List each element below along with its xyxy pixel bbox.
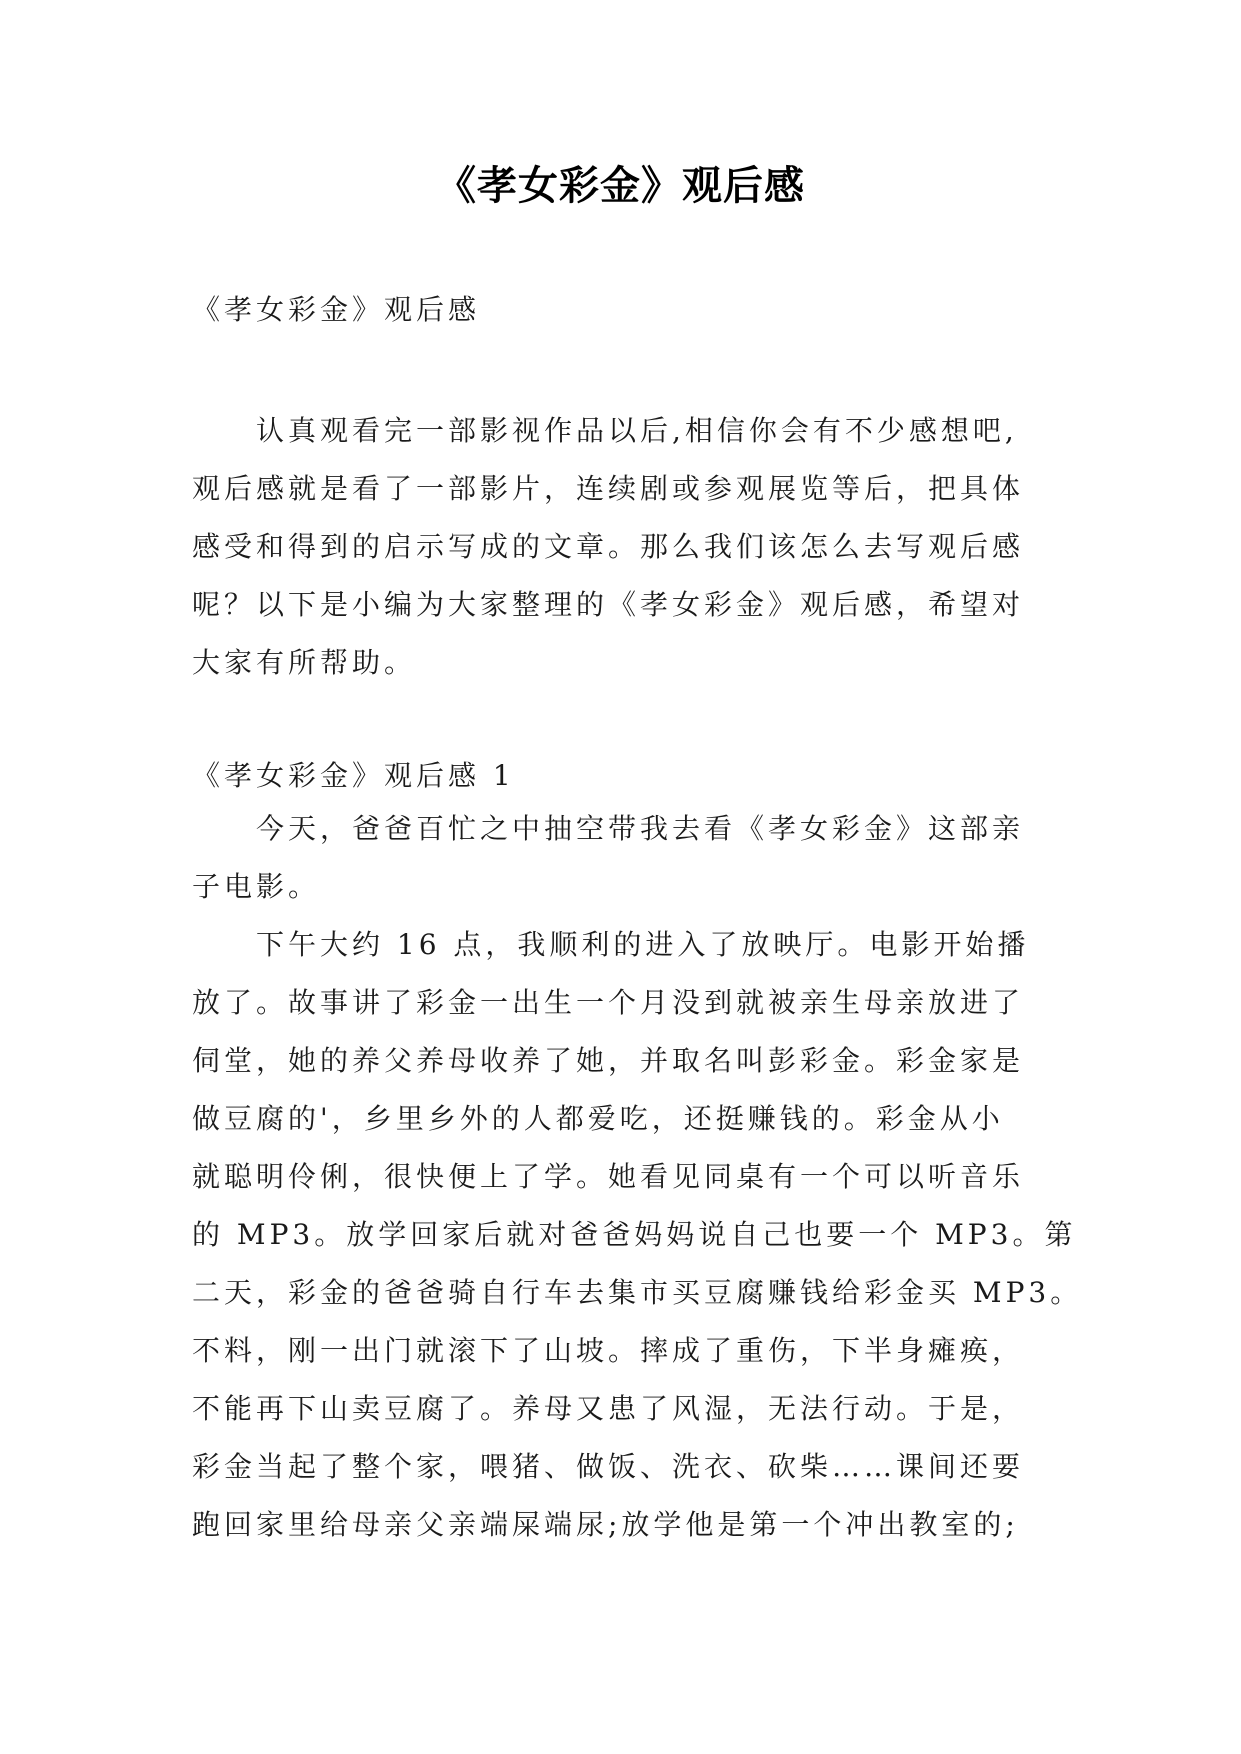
- intro-line: 大家有所帮助。: [192, 646, 417, 679]
- body-line: 伺堂，她的养父养母收养了她，并取名叫彭彩金。彩金家是: [192, 1044, 1025, 1077]
- intro-line: 观后感就是看了一部影片，连续剧或参观展览等后，把具体: [192, 472, 1025, 505]
- body-line: 今天，爸爸百忙之中抽空带我去看《孝女彩金》这部亲: [256, 812, 1025, 845]
- body-line: 跑回家里给母亲父亲端屎端尿;放学他是第一个冲出教室的;: [192, 1508, 1019, 1541]
- document-title: 《孝女彩金》观后感: [436, 163, 805, 209]
- body-line: 放了。故事讲了彩金一出生一个月没到就被亲生母亲放进了: [192, 986, 1025, 1019]
- intro-line: 呢？以下是小编为大家整理的《孝女彩金》观后感，希望对: [192, 588, 1025, 621]
- document-subtitle: 《孝女彩金》观后感: [192, 293, 481, 326]
- body-line: 彩金当起了整个家，喂猪、做饭、洗衣、砍柴……课间还要: [192, 1450, 1025, 1483]
- body-line: 就聪明伶俐，很快便上了学。她看见同桌有一个可以听音乐: [192, 1160, 1025, 1193]
- intro-line: 认真观看完一部影视作品以后,相信你会有不少感想吧,: [256, 414, 1018, 447]
- section-heading: 《孝女彩金》观后感 1: [192, 759, 515, 792]
- intro-line: 感受和得到的启示写成的文章。那么我们该怎么去写观后感: [192, 530, 1025, 563]
- body-line: 下午大约 16 点，我顺利的进入了放映厅。电影开始播: [256, 928, 1030, 961]
- body-line: 不能再下山卖豆腐了。养母又患了风湿，无法行动。于是，: [192, 1392, 1025, 1425]
- body-line: 子电影。: [192, 870, 321, 903]
- body-line: 做豆腐的'，乡里乡外的人都爱吃，还挺赚钱的。彩金从小: [192, 1102, 1004, 1135]
- body-line: 的 MP3。放学回家后就对爸爸妈妈说自己也要一个 MP3。第: [192, 1218, 1077, 1251]
- section-body: [192, 800, 1082, 1554]
- body-line: 不料，刚一出门就滚下了山坡。摔成了重伤，下半身瘫痪，: [192, 1334, 1025, 1367]
- intro-paragraph: [192, 402, 1024, 692]
- body-line: 二天，彩金的爸爸骑自行车去集市买豆腐赚钱给彩金买 MP3。: [192, 1276, 1083, 1309]
